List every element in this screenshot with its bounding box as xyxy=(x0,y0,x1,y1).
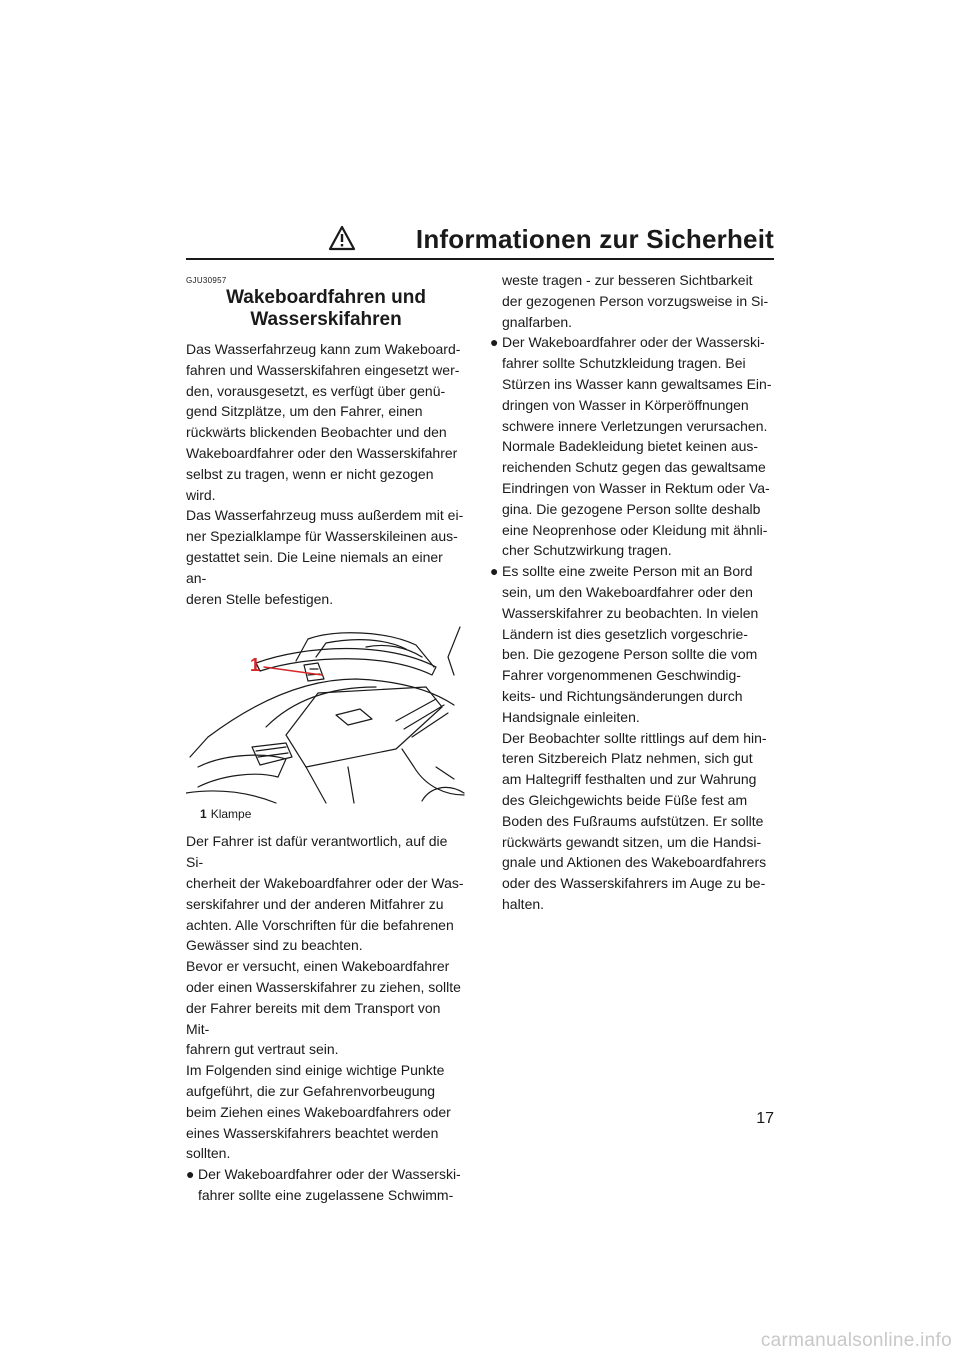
left-column xyxy=(186,276,466,1206)
bullet-text: weste tragen - zur besseren Sichtbarkeit der gezogenen Person vorzugsweise in Si- gnalfarben. xyxy=(502,272,769,330)
bullet-text: Der Wakeboardfahrer oder der Wasserski- fahrer sollte eine zugelassene Schwimm- xyxy=(198,1166,461,1203)
bullet-item-2 xyxy=(490,332,774,561)
bullet-text: Der Wakeboardfahrer oder der Wasserski- fahrer sollte Schutzkleidung tragen. Bei Stürzen ins Wasser kann gewaltsames Ein- dringen von Wasser in Körperöffnungen schwere innere Verletzungen verursachen. Normale Badekleidung bietet keinen aus- reichenden Schutz gegen das gewaltsame Eindringen von Wasser in Rektum oder Va- gina. Die gezogene Person sollte deshalb eine Neoprenhose oder Kleidung mit ähnli- cher Schutzwirkung tragen. xyxy=(502,334,772,559)
bullet-dot: ● xyxy=(490,334,499,351)
page-title: Informationen zur Sicherheit xyxy=(415,224,774,254)
page-header xyxy=(186,222,774,260)
section-title-line2: Wasserskifahren xyxy=(250,309,402,330)
callout-number: 1 xyxy=(250,655,261,676)
watermark: carmanualsonline.info xyxy=(760,1330,952,1351)
bullet-item-1-continued xyxy=(490,270,774,332)
bullet-item-3 xyxy=(490,561,774,915)
body-paragraph: Der Fahrer ist dafür verantwortlich, auf die Si- cherheit der Wakeboardfahrer oder der Was- serskifahrer und der anderen Mitfahrer zu achten. Alle Vorschriften für die befahrenen Gewässer sind zu beachten. Bevor er versucht, einen Wakeboardfahrer oder einen Wasserskifahrer zu ziehen, sollte der Fahrer bereits mit dem Transport von Mit- fahrern gut vertraut sein. Im Folgenden sind einige wichtige Punkte aufgeführt, die zur Gefahrenvorbeugung beim Ziehen eines Wakeboardfahrers oder eines Wasserskifahrers beachtet werden sollten. xyxy=(186,833,464,1162)
figure-caption xyxy=(200,807,466,821)
section-title xyxy=(186,287,466,331)
intro-paragraph: Das Wasserfahrzeug kann zum Wakeboard- fahren und Wasserskifahren eingesetzt wer- den, vorausgesetzt, es verfügt über genü- gend Sitzplätze, um den Fahrer, einen rückwärts blickenden Beobachter und den Wakeboardfahrer oder den Wasserskifahrer selbst zu tragen, wenn er nicht gezogen wird. Das Wasserfahrzeug muss außerdem mit ei- ner Spezialklampe für Wasserskileinen aus- gestattet sein. Die Leine niemals an einer an- deren Stelle befestigen. xyxy=(186,341,464,607)
header-divider xyxy=(186,258,774,260)
bullet-text: Es sollte eine zweite Person mit an Bord sein, um den Wakeboardfahrer oder den Wasserskifahrer zu beobachten. In vielen Ländern ist dies gesetzlich vorgeschrie- ben. Die gezogene Person sollte die vom Fahrer vorgenommenen Geschwindig- keits- und Richtungsänderungen durch Handsignale einleiten. Der Beobachter sollte rittlings auf dem hin- teren Sitzbereich Platz nehmen, sich gut am Haltegriff festhalten und zur Wahrung des Gleichgewichts beide Füße fest am Boden des Fußraums aufstützen. Er sollte rückwärts gewandt sitzen, um die Handsi- gnale und Aktionen des Wakeboardfahrers oder des Wasserskifahrers im Auge zu be- halten. xyxy=(502,563,767,912)
cleat-illustration xyxy=(186,617,466,805)
warning-triangle-icon xyxy=(328,225,356,251)
right-column xyxy=(490,270,774,915)
bullet-dot: ● xyxy=(490,563,499,580)
watercraft-illustration xyxy=(186,617,466,805)
section-title-line1: Wakeboardfahren und xyxy=(226,287,426,308)
bullet-dot: ● xyxy=(186,1166,195,1183)
caption-text: Klampe xyxy=(210,807,252,822)
page-number: 17 xyxy=(756,1110,774,1127)
caption-number: 1 xyxy=(200,807,207,822)
bullet-item-1 xyxy=(186,1164,466,1206)
section-code: GJU30957 xyxy=(186,276,227,285)
